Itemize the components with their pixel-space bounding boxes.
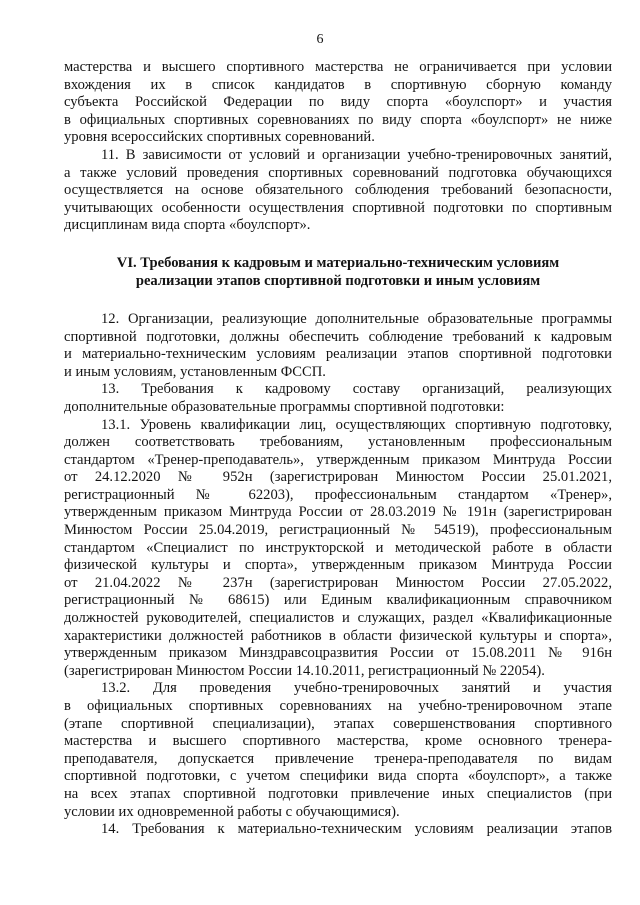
text-line: субъекта Российской Федерации по виду спорта «боулспорт» и участия [64, 94, 612, 111]
text-line: а также условий проведения спортивных соревнований подготовка обучающихся [64, 164, 612, 181]
page-number: 6 [316, 32, 324, 47]
paragraphs-top [64, 59, 612, 235]
text-line: мастерства и высшего спортивного мастерства не ограничивается при условии [64, 59, 612, 75]
paragraph [64, 381, 612, 416]
paragraph [64, 311, 612, 381]
text-line: 13.1. Уровень квалификации лиц, осуществляющих спортивную подготовку, [101, 416, 612, 433]
text-line: преподавателя, допускается привлечение тренера-преподавателя по видам [64, 750, 612, 767]
section-heading-line-2: реализации этапов спортивной подготовки и иным условиям [135, 273, 541, 290]
text-line: стандартом «Тренер-преподаватель», утвержденным приказом Минтруда России [64, 451, 612, 468]
text-line: характеристики должностей работников в области физической культуры и спорта», [64, 627, 612, 644]
text-line: 11. В зависимости от условий и организации учебно-тренировочных занятий, [101, 146, 612, 163]
paragraphs-bottom [64, 311, 612, 839]
text-line: регистрационный № 68615) или Единым квалификационным справочником [64, 592, 612, 609]
text-line: 14. Требования к материально-техническим условиям реализации этапов [101, 821, 612, 838]
text-line: 13.2. Для проведения учебно-тренировочных занятий и участия [101, 680, 612, 697]
text-line: дисциплинам вида спорта «боулспорт». [64, 217, 311, 234]
text-line: Минюстом России 25.04.2019, регистрационный № 54519), профессиональным [64, 522, 612, 539]
text-line: на всех этапах спортивной подготовки привлечение иных специалистов (при [64, 785, 612, 802]
section-heading [64, 254, 612, 291]
paragraph [64, 147, 612, 235]
text-line: вхождения их в список кандидатов в спортивную сборную команду [64, 76, 612, 93]
text-line: от 21.04.2022 № 237н (зарегистрирован Минюстом России 27.05.2022, [64, 574, 612, 591]
text-line: уровня всероссийских спортивных соревнований. [64, 129, 375, 146]
text-line: и иным условиям, установленным ФССП. [64, 363, 326, 380]
text-line: должностей руководителей, специалистов и служащих, раздел «Квалификационные [64, 610, 612, 627]
text-line: спортивной подготовки, должны обеспечить соблюдение требований к кадровым [64, 328, 612, 345]
text-line: (этапе спортивной специализации), этапах совершенствования спортивного [64, 715, 612, 732]
text-line: стандартом «Специалист по инструкторской и методической работе в области [64, 539, 612, 556]
text-line: учитывающих особенности осуществления спортивной подготовки по спортивным [64, 199, 612, 216]
section-heading-line-1: VI. Требования к кадровым и материально-техническим условиям [116, 254, 560, 271]
text-line: спортивной подготовки, с учетом специфики вида спорта «боулспорт», а также [64, 768, 612, 785]
text-line: осуществляется на основе обязательного соблюдения требований безопасности, [64, 182, 612, 199]
text-line: 12. Организации, реализующие дополнительные образовательные программы [101, 310, 612, 327]
paragraph [64, 59, 612, 147]
text-line: должен соответствовать требованиям, установленным профессиональным [64, 434, 612, 451]
text-line: дополнительные образовательные программы спортивной подготовки: [64, 398, 505, 415]
text-line: в официальных спортивных соревнованиях по виду спорта «боулспорт» не ниже [64, 111, 612, 128]
text-line: регистрационный № 62203), профессиональным стандартом «Тренер», [64, 486, 612, 503]
text-line: (зарегистрирован Минюстом России 14.10.2011, регистрационный № 22054). [64, 662, 545, 679]
paragraph [64, 821, 612, 839]
text-line: утвержденным приказом Минздравсоцразвития России от 15.08.2011 № 916н [64, 645, 612, 662]
text-line: в официальных спортивных соревнованиях на учебно-тренировочном этапе [64, 698, 612, 714]
text-line: от 24.12.2020 № 952н (зарегистрирован Минюстом России 25.01.2021, [64, 469, 612, 486]
paragraph [64, 680, 612, 821]
text-line: условии их одновременной работы с обучающимися). [64, 803, 400, 820]
text-line: утвержденным приказом Минтруда России от 28.03.2019 № 191н (зарегистрирован [64, 504, 612, 521]
text-line: физической культуры и спорта», утвержденным приказом Минтруда России [64, 557, 612, 574]
document-body [64, 59, 612, 839]
paragraph [64, 417, 612, 681]
text-line: 13. Требования к кадровому составу организаций, реализующих [101, 381, 612, 398]
text-line: мастерства и высшего спортивного мастерства, кроме основного тренера- [64, 733, 612, 750]
text-line: и материально-техническим условиям реализации этапов спортивной подготовки [64, 346, 612, 363]
